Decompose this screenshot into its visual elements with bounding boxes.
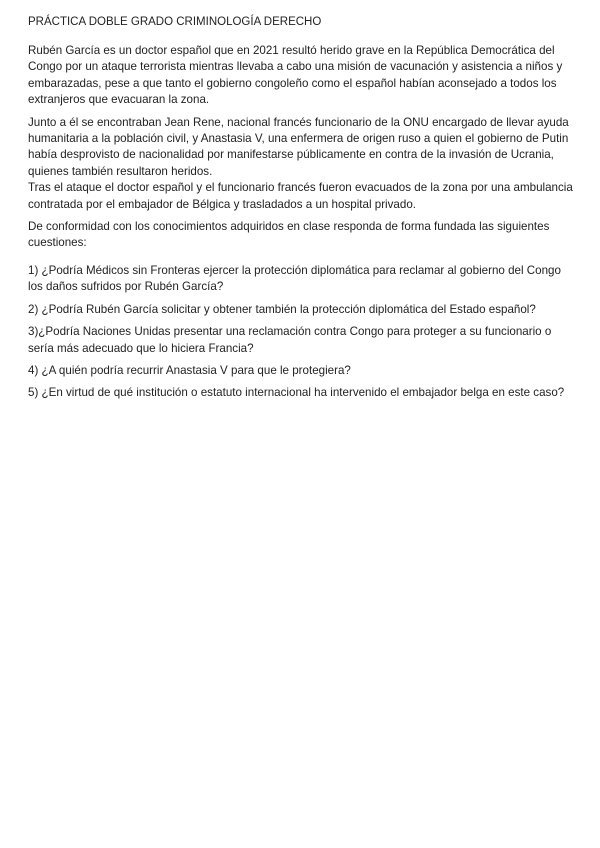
- question-3: 3)¿Podría Naciones Unidas presentar una reclamación contra Congo para proteger a su funcionario o sería más adecuado que lo hiciera Francia?: [28, 325, 552, 355]
- paragraph-instructions: De conformidad con los conocimientos adquiridos en clase responda de forma fundada las siguientes cuestiones:: [28, 220, 550, 250]
- questions-list: [28, 263, 576, 402]
- paragraph-evacuation: Tras el ataque el doctor español y el funcionario francés fueron evacuados de la zona por una ambulancia contratada por el embajador de Bélgica y trasladados a un hospital privado.: [28, 181, 573, 211]
- document-page: [28, 14, 576, 408]
- question-2: 2) ¿Podría Rubén García solicitar y obtener también la protección diplomática del Estado español?: [28, 302, 536, 316]
- paragraph-companions: Junto a él se encontraban Jean Rene, nacional francés funcionario de la ONU encargado de llevar ayuda humanitaria a la población civil, y Anastasia V, una enfermera de origen ruso a quien el gobierno de Putin había desprovisto de nacionalidad por manifestarse públicamente en contra de la invasión de Ucrania, quienes también resultaron heridos.: [28, 115, 569, 178]
- paragraph-case-intro: Rubén García es un doctor español que en 2021 resultó herido grave en la República Democrática del Congo por un ataque terrorista mientras llevaba a cabo una misión de vacunación y asistencia a niños y embarazadas, pese a que tanto el gobierno congoleño como el español habían aconsejado a todos los extranjeros que evacuaran la zona.: [28, 44, 563, 107]
- question-5: 5) ¿En virtud de qué institución o estatuto internacional ha intervenido el embajador belga en este caso?: [28, 386, 565, 400]
- question-4: 4) ¿A quién podría recurrir Anastasia V para que le protegiera?: [28, 363, 351, 377]
- document-title: PRÁCTICA DOBLE GRADO CRIMINOLOGÍA DERECHO: [28, 16, 322, 28]
- question-1: 1) ¿Podría Médicos sin Fronteras ejercer la protección diplomática para reclamar al gobierno del Congo los daños sufridos por Rubén García?: [28, 263, 561, 294]
